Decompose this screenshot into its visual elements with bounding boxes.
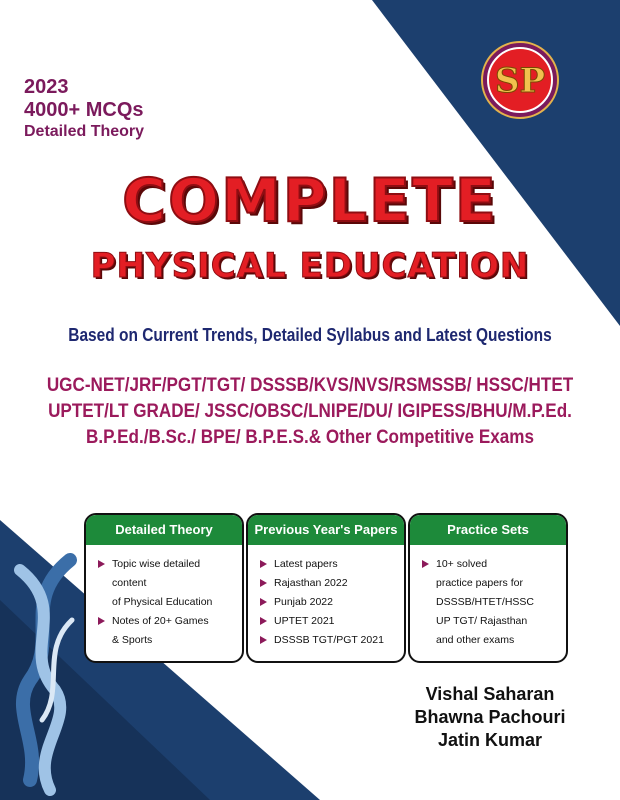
arrow-bullet-icon	[98, 560, 105, 568]
author-name: Jatin Kumar	[437, 730, 543, 750]
feature-item-text: and other exams	[436, 634, 515, 646]
feature-box-practice	[408, 513, 568, 663]
arrow-bullet-icon	[260, 579, 267, 587]
feature-item-text: & Sports	[112, 634, 153, 646]
edition-year: 2023	[24, 76, 69, 98]
feature-box-papers	[246, 513, 406, 663]
feature-item-text: DSSSB TGT/PGT 2021	[274, 634, 384, 646]
mcq-count: 4000+ MCQs	[24, 99, 144, 121]
feature-item-text: Notes of 20+ Games	[112, 615, 209, 627]
author-name: Vishal Saharan	[425, 684, 555, 704]
feature-list	[248, 545, 404, 650]
feature-item	[260, 631, 398, 650]
feature-item-text: UPTET 2021	[274, 615, 335, 627]
feature-item-continued	[422, 574, 560, 593]
feature-list	[86, 545, 242, 650]
exam-line: UPTET/LT GRADE/ JSSC/OBSC/LNIPE/DU/ IGIPESS/BHU/M.P.Ed.	[48, 401, 572, 422]
feature-item-text: UP TGT/ Rajasthan	[436, 615, 528, 627]
feature-box-title: Detailed Theory	[86, 515, 242, 545]
arrow-bullet-icon	[98, 617, 105, 625]
feature-item-text: of Physical Education	[112, 596, 213, 608]
tagline: Based on Current Trends, Detailed Syllabus and Latest Questions	[68, 325, 552, 345]
arrow-bullet-icon	[260, 636, 267, 644]
exam-line: B.P.Ed./B.Sc./ BPE/ B.P.E.S.& Other Competitive Exams	[86, 427, 534, 448]
feature-item-text: practice papers for	[436, 577, 523, 589]
feature-item	[98, 612, 236, 631]
feature-item	[98, 555, 236, 593]
feature-item-text: Rajasthan 2022	[274, 577, 348, 589]
feature-item-continued	[98, 631, 236, 650]
feature-box-title: Practice Sets	[410, 515, 566, 545]
book-title: COMPLETE	[122, 166, 498, 236]
feature-item	[260, 574, 398, 593]
feature-item-continued	[98, 593, 236, 612]
edition-info	[24, 76, 144, 142]
feature-item-continued	[422, 612, 560, 631]
author-name: Bhawna Pachouri	[414, 707, 566, 727]
book-subtitle: PHYSICAL EDUCATION	[90, 246, 530, 286]
author-list	[380, 683, 600, 752]
feature-item-continued	[422, 593, 560, 612]
publisher-logo	[480, 40, 560, 120]
arrow-bullet-icon	[422, 560, 429, 568]
feature-item	[260, 593, 398, 612]
feature-item	[260, 555, 398, 574]
feature-box-title: Previous Year's Papers	[248, 515, 404, 545]
feature-item	[422, 555, 560, 574]
exam-list	[31, 373, 589, 451]
logo-text: SP	[494, 61, 546, 101]
feature-item-text: Topic wise detailed content	[112, 558, 201, 589]
feature-item-text: Latest papers	[274, 558, 338, 570]
arrow-bullet-icon	[260, 560, 267, 568]
feature-item	[260, 612, 398, 631]
theory-label: Detailed Theory	[24, 123, 145, 140]
arrow-bullet-icon	[260, 617, 267, 625]
feature-item-text: 10+ solved	[436, 558, 488, 570]
feature-item-text: Punjab 2022	[274, 596, 333, 608]
exam-line: UGC-NET/JRF/PGT/TGT/ DSSSB/KVS/NVS/RSMSSB/ HSSC/HTET	[46, 375, 574, 396]
feature-item-text: DSSSB/HTET/HSSC	[436, 596, 535, 608]
arrow-bullet-icon	[260, 598, 267, 606]
feature-item-continued	[422, 631, 560, 650]
feature-list	[410, 545, 566, 650]
feature-box-theory	[84, 513, 244, 663]
